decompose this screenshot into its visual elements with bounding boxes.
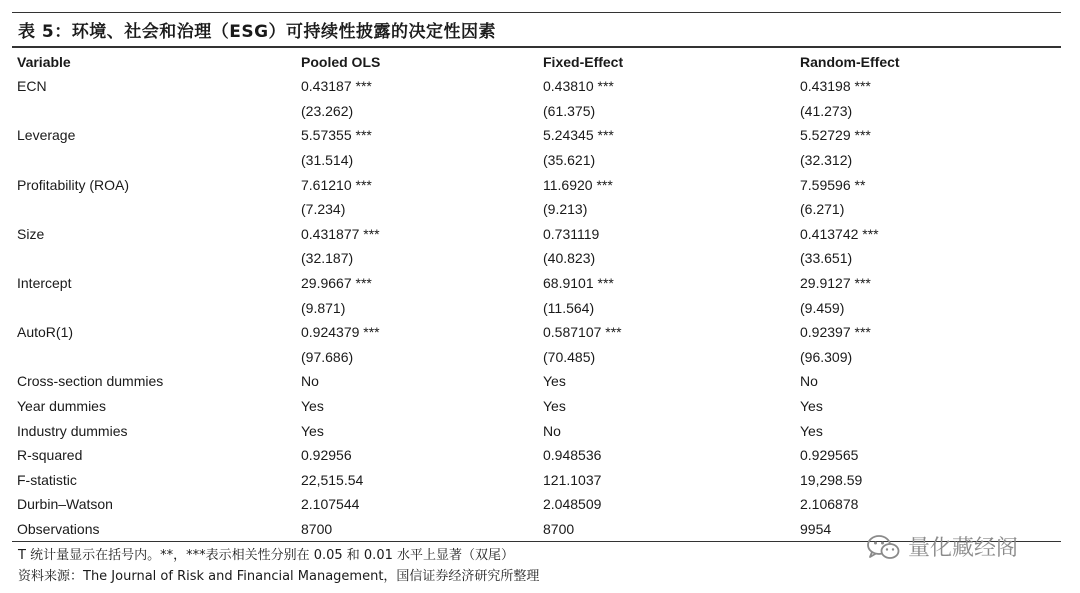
cell-fixed-effect: 2.048509 [543, 496, 602, 513]
cell-variable: Industry dummies [17, 422, 128, 439]
watermark-text: 量化藏经阁 [908, 536, 1019, 561]
table-row [12, 246, 1061, 271]
cell-fixed-effect: (40.823) [543, 250, 596, 267]
cell-pooled-ols: 0.431877 *** [301, 225, 380, 242]
cell-variable: Cross-section dummies [17, 373, 164, 390]
header-random-effect: Random-Effect [800, 54, 900, 70]
table-row [12, 468, 1061, 493]
cell-random-effect: (33.651) [800, 250, 853, 267]
table-row [12, 123, 1061, 148]
cell-pooled-ols: 29.9667 *** [301, 275, 372, 292]
cell-pooled-ols: 5.57355 *** [301, 127, 372, 144]
header-variable: Variable [17, 54, 71, 70]
cell-random-effect: 0.43198 *** [800, 78, 871, 95]
cell-random-effect: (9.459) [800, 299, 845, 316]
cell-variable: R-squared [17, 447, 83, 464]
table-row [12, 197, 1061, 222]
cell-variable: Profitability (ROA) [17, 176, 130, 193]
cell-pooled-ols: No [301, 373, 319, 390]
cell-random-effect: 0.413742 *** [800, 225, 879, 242]
cell-pooled-ols: (31.514) [301, 152, 354, 169]
cell-fixed-effect: 0.43810 *** [543, 78, 614, 95]
table-row [12, 492, 1061, 517]
cell-fixed-effect: 5.24345 *** [543, 127, 614, 144]
cell-variable: Size [17, 225, 45, 242]
source-note: 资料来源：The Journal of Risk and Financial Management，国信证券经济研究所整理 [18, 569, 540, 584]
cell-random-effect: (6.271) [800, 201, 845, 218]
table-row [12, 345, 1061, 370]
cell-variable: AutoR(1) [17, 324, 74, 341]
cell-random-effect: Yes [800, 398, 823, 415]
table-row [12, 271, 1061, 296]
table-body [12, 74, 1061, 541]
cell-fixed-effect: (70.485) [543, 348, 596, 365]
cell-random-effect: 29.9127 *** [800, 275, 871, 292]
cell-random-effect: Yes [800, 422, 823, 439]
table-row [12, 99, 1061, 124]
table-row [12, 172, 1061, 197]
cell-fixed-effect: 121.1037 [543, 471, 602, 488]
cell-pooled-ols: (97.686) [301, 348, 354, 365]
cell-pooled-ols: Yes [301, 398, 324, 415]
table-row [12, 418, 1061, 443]
cell-random-effect: 0.929565 [800, 447, 859, 464]
cell-fixed-effect: 0.731119 [543, 225, 600, 242]
cell-random-effect: 19,298.59 [800, 471, 863, 488]
watermark [866, 531, 1018, 562]
cell-fixed-effect: (61.375) [543, 102, 596, 119]
table-row [12, 320, 1061, 345]
table-note: T 统计量显示在括号内。**，***表示相关性分别在 0.05 和 0.01 水平上显著（双尾） [18, 548, 514, 563]
cell-variable: Durbin–Watson [17, 496, 113, 513]
cell-pooled-ols: (32.187) [301, 250, 354, 267]
table-row [12, 295, 1061, 320]
cell-fixed-effect: 11.6920 *** [543, 176, 613, 193]
table-title: 表 5：环境、社会和治理（ESG）可持续性披露的决定性因素 [12, 12, 1061, 48]
cell-fixed-effect: (35.621) [543, 152, 596, 169]
cell-random-effect: (32.312) [800, 152, 853, 169]
cell-variable: Leverage [17, 127, 76, 144]
table-row [12, 443, 1061, 468]
cell-pooled-ols: 7.61210 *** [301, 176, 372, 193]
table-row [12, 369, 1061, 394]
cell-fixed-effect: 68.9101 *** [543, 275, 614, 292]
cell-random-effect: (96.309) [800, 348, 853, 365]
cell-pooled-ols: 8700 [301, 520, 333, 537]
table-row [12, 394, 1061, 419]
header-pooled-ols: Pooled OLS [301, 54, 381, 70]
regression-table [12, 50, 1061, 541]
cell-variable: ECN [17, 78, 47, 95]
table-row [12, 74, 1061, 99]
cell-random-effect: 0.92397 *** [800, 324, 871, 341]
cell-pooled-ols: Yes [301, 422, 324, 439]
cell-variable: Observations [17, 520, 100, 537]
wechat-icon [866, 534, 900, 560]
cell-variable: Intercept [17, 275, 72, 292]
cell-pooled-ols: 0.924379 *** [301, 324, 380, 341]
cell-fixed-effect: 0.587107 *** [543, 324, 622, 341]
cell-fixed-effect: (11.564) [543, 299, 595, 316]
cell-random-effect: 5.52729 *** [800, 127, 871, 144]
cell-pooled-ols: (23.262) [301, 102, 354, 119]
cell-fixed-effect: (9.213) [543, 201, 588, 218]
cell-pooled-ols: (7.234) [301, 201, 346, 218]
cell-random-effect: 7.59596 ** [800, 176, 866, 193]
table-row [12, 222, 1061, 247]
cell-pooled-ols: 2.107544 [301, 496, 360, 513]
cell-random-effect: No [800, 373, 818, 390]
cell-pooled-ols: 0.43187 *** [301, 78, 372, 95]
cell-random-effect: (41.273) [800, 102, 853, 119]
cell-variable: Year dummies [17, 398, 106, 415]
cell-pooled-ols: (9.871) [301, 299, 346, 316]
table-header-row [12, 50, 1061, 74]
header-fixed-effect: Fixed-Effect [543, 54, 624, 70]
cell-fixed-effect: 0.948536 [543, 447, 602, 464]
table-row [12, 148, 1061, 173]
cell-fixed-effect: 8700 [543, 520, 575, 537]
cell-fixed-effect: Yes [543, 373, 566, 390]
cell-fixed-effect: No [543, 422, 561, 439]
cell-random-effect: 9954 [800, 520, 832, 537]
cell-random-effect: 2.106878 [800, 496, 859, 513]
cell-pooled-ols: 0.92956 [301, 447, 352, 464]
cell-pooled-ols: 22,515.54 [301, 471, 364, 488]
cell-variable: F-statistic [17, 471, 77, 488]
cell-fixed-effect: Yes [543, 398, 566, 415]
